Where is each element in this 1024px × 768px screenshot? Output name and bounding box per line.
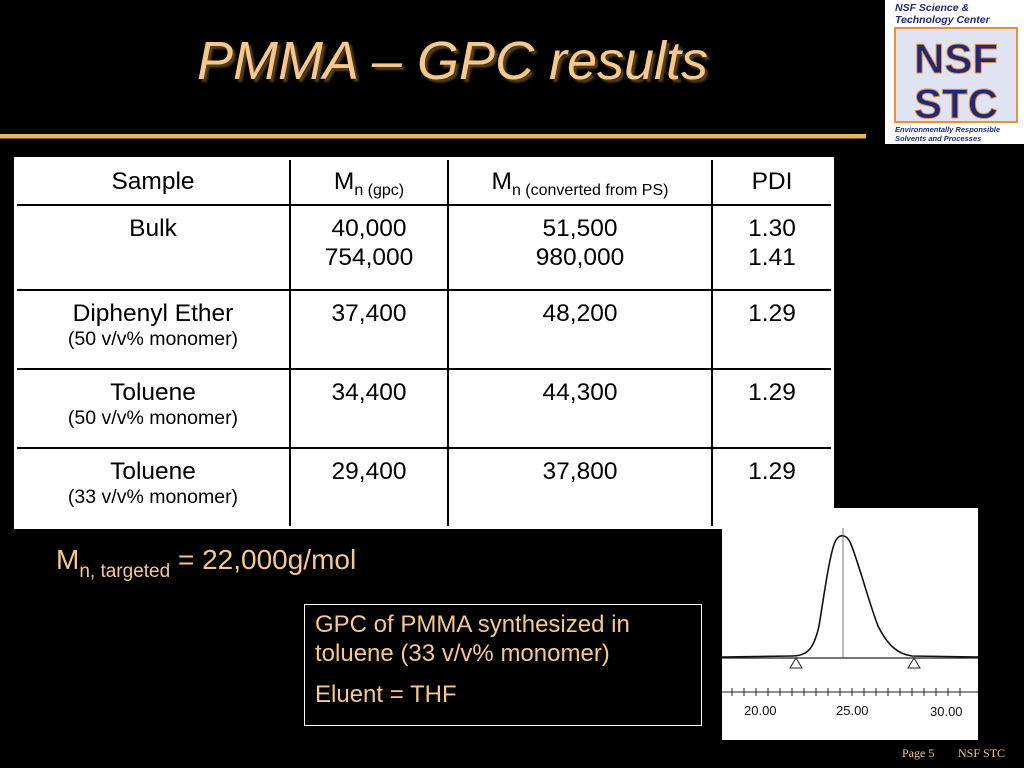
pdi-value: 1.29: [748, 458, 796, 485]
mn-gpc-value: 34,400: [331, 379, 407, 406]
logo-caption-line1: Environmentally Responsible: [895, 125, 1001, 134]
cell-mn-gpc: [290, 369, 448, 448]
page-number: Page 5: [902, 746, 935, 760]
cell-mn-gpc: [290, 290, 448, 369]
mn-targeted-sub: n, targeted: [79, 561, 171, 582]
header-mn-gpc: [290, 159, 448, 206]
mn-gpc-value: 754,000: [324, 244, 414, 272]
tick-label: 20.00: [744, 703, 777, 718]
cell-pdi: [712, 205, 833, 290]
sample-note: (50 v/v% monomer): [67, 328, 239, 351]
cell-sample: [16, 290, 291, 369]
integration-start-marker: [790, 658, 802, 668]
mn-targeted-value: = 22,000g/mol: [170, 544, 357, 575]
pdi-value: 1.29: [748, 300, 796, 327]
pdi-value: 1.30: [748, 215, 796, 242]
cell-pdi: [712, 369, 833, 448]
logo-mark-stc: STC: [914, 80, 998, 127]
header-mn-converted: [448, 159, 712, 206]
table-row: [16, 205, 833, 290]
slide-title: PMMA – GPC results: [196, 31, 709, 91]
mn-converted-value: 48,200: [542, 300, 618, 327]
title-underline: [0, 134, 866, 139]
header-mn-gpc-main: M: [333, 168, 355, 196]
gpc-caption-box: [304, 604, 702, 726]
sample-name: Bulk: [129, 215, 177, 242]
cell-mn-converted: [448, 290, 712, 369]
mn-targeted-label: [56, 544, 357, 582]
logo-mark: [885, 0, 1024, 144]
integration-end-marker: [908, 658, 920, 668]
sample-name: Toluene: [110, 379, 196, 406]
mn-gpc-value: 40,000: [331, 215, 407, 242]
cell-pdi: [712, 290, 833, 369]
table-row: [16, 290, 833, 369]
mn-targeted-main: M: [56, 544, 80, 575]
gpc-trace-svg: [722, 508, 978, 740]
table-header-row: [16, 159, 833, 206]
cell-mn-gpc: [290, 205, 448, 290]
mn-converted-value: 37,800: [542, 458, 618, 485]
gpc-trace-image: [722, 508, 978, 740]
caption-line1: GPC of PMMA synthesized in toluene (33 v/v% monomer): [315, 611, 630, 667]
cell-mn-converted: [448, 448, 712, 527]
mn-converted-value: 51,500: [542, 215, 618, 242]
footer-org: NSF STC: [958, 746, 1006, 760]
sample-note: (33 v/v% monomer): [67, 486, 239, 509]
mn-gpc-value: 37,400: [331, 300, 407, 327]
sample-note: (50 v/v% monomer): [67, 407, 239, 430]
cell-mn-converted: [448, 205, 712, 290]
sample-name: Toluene: [110, 458, 196, 485]
gpc-peak-curve: [722, 536, 978, 657]
tick-label: 25.00: [836, 703, 869, 718]
header-pdi: PDI: [712, 159, 833, 206]
table-row: [16, 369, 833, 448]
cell-mn-converted: [448, 369, 712, 448]
cell-sample: [16, 448, 291, 527]
gpc-results-table: [14, 157, 834, 529]
header-mn-gpc-sub: n (gpc): [354, 182, 405, 200]
logo-header-line2: Technology Center: [895, 14, 990, 26]
tick-label: 30.00: [930, 704, 963, 719]
table-row: [16, 448, 833, 527]
header-sample: Sample: [16, 159, 291, 206]
nsf-stc-logo: [885, 0, 1024, 144]
pdi-value: 1.41: [748, 244, 796, 272]
logo-caption-line2: Solvents and Processes: [895, 134, 982, 143]
caption-line2: Eluent = THF: [315, 680, 457, 708]
mn-gpc-value: 29,400: [331, 458, 407, 485]
cell-sample: [16, 205, 291, 290]
mn-converted-value: 980,000: [535, 244, 625, 272]
logo-mark-nsf: NSF: [914, 35, 998, 82]
pdi-value: 1.29: [748, 379, 796, 406]
sample-name: Diphenyl Ether: [72, 300, 234, 327]
mn-converted-value: 44,300: [542, 379, 618, 406]
logo-header-line1: NSF Science &: [895, 2, 970, 14]
cell-sample: [16, 369, 291, 448]
cell-mn-gpc: [290, 448, 448, 527]
header-mn-converted-sub: n (converted from PS): [511, 182, 669, 200]
header-mn-converted-main: M: [491, 168, 512, 196]
